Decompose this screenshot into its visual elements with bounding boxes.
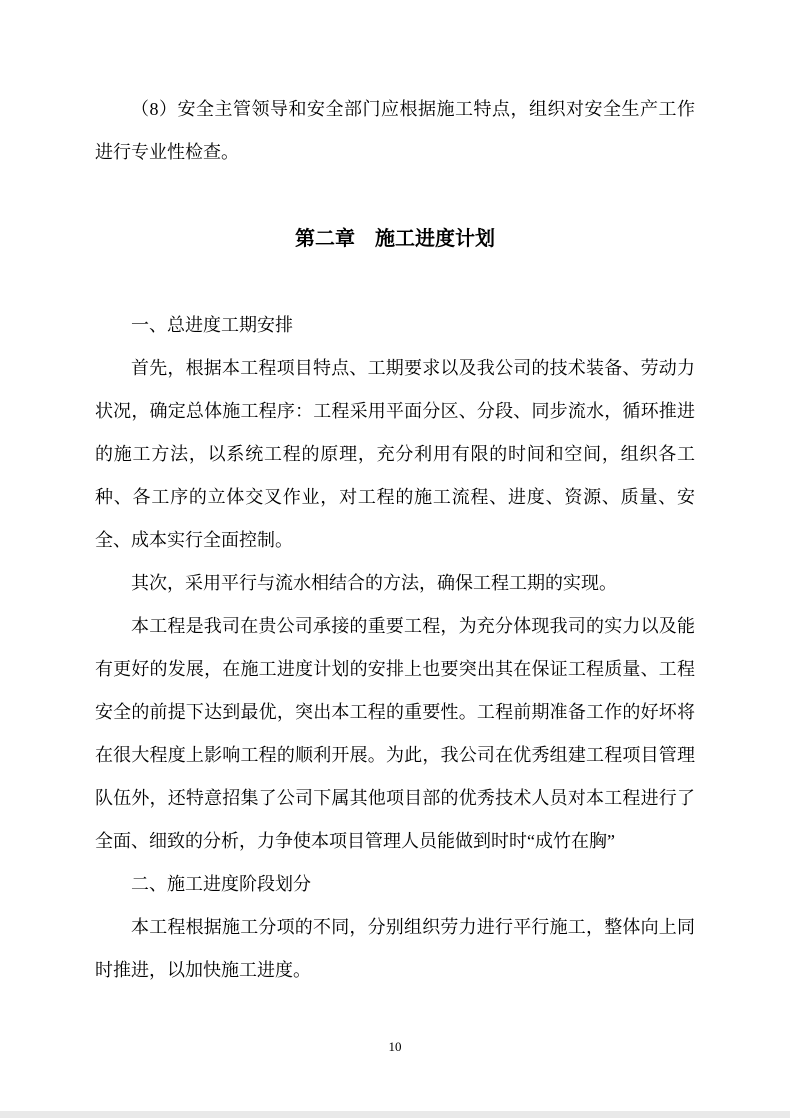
page-bottom-edge	[0, 1111, 790, 1118]
paragraph-parallel-flow-method: 其次，采用平行与流水相结合的方法，确保工程工期的实现。	[131, 573, 617, 593]
paragraph-safety-inspection: （8）安全主管领导和安全部门应根据施工特点，组织对安全生产工作进行专业性检查。	[95, 99, 695, 162]
paragraph-stage-division: 本工程根据施工分项的不同，分别组织劳力进行平行施工，整体向上同时推进，以加快施工进度。	[95, 917, 695, 980]
page-number: 10	[388, 1039, 402, 1054]
paragraph-project-importance: 本工程是我司在贵公司承接的重要工程，为充分体现我司的实力以及能有更好的发展，在施工进度计划的安排上也要突出其在保证工程质量、工程安全的前提下达到最优，突出本工程的重要性。工程前期准备工作的好坏将在很大程度上影响工程的顺利开展。为此，我公司在优秀组建工程项目管理队伍外，还特意招集了公司下属其他项目部的优秀技术人员对本工程进行了全面、细致的分析，力争使本项目管理人员能做到时时“成竹在胸”	[95, 616, 695, 851]
section-1-title: 一、总进度工期安排	[131, 315, 293, 335]
paragraph-overall-procedure: 首先，根据本工程项目特点、工期要求以及我公司的技术装备、劳动力状况，确定总体施工程序：工程采用平面分区、分段、同步流水，循环推进的施工方法，以系统工程的原理，充分利用有限的时间和空间，组织各工种、各工序的立体交叉作业，对工程的施工流程、进度、资源、质量、安全、成本实行全面控制。	[95, 358, 695, 550]
chapter-heading: 第二章 施工进度计划	[295, 228, 495, 250]
section-2-title: 二、施工进度阶段划分	[131, 874, 311, 894]
page-footer	[0, 1038, 790, 1056]
